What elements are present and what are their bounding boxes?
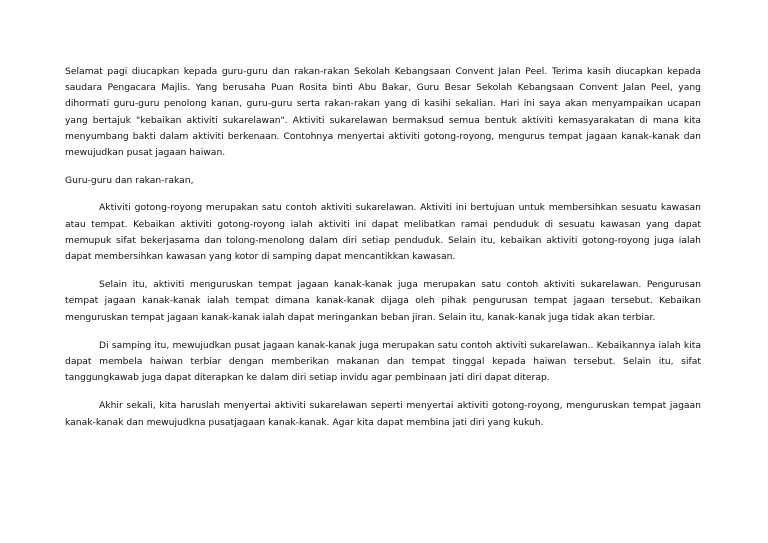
paragraph-gotong-royong: Aktiviti gotong-royong merupakan satu contoh aktiviti sukarelawan. Aktiviti ini bertujuan untuk membersihkan sesuatu kawasan atau tempat. Kebaikan aktiviti gotong-royong ialah aktiviti ini dapat melibatkan ramai penduduk di sesuatu kawasan yang dapat memupuk sifat bekerjasama dan tolong-menolong dalam diri setiap penduduk. Selain itu, kebaikan aktiviti gotong-royong juga ialah dapat membersihkan kawasan yang kotor di samping dapat mencantikkan kawasan. — [65, 202, 701, 263]
paragraph-jagaan-haiwan: Di samping itu, mewujudkan pusat jagaan kanak-kanak juga merupakan satu contoh aktiviti sukarelawan.. Kebaikannya ialah kita dapat membela haiwan terbiar dengan memberikan makanan dan tempat tinggal kepada haiwan tersebut. Selain itu, sifat tanggungkawab juga dapat diterapkan ke dalam diri setiap invidu agar pembinaan jati diri dapat diterap. — [65, 339, 701, 384]
paragraph-closing: Akhir sekali, kita haruslah menyertai aktiviti sukarelawan seperti menyertai aktiviti gotong-royong, menguruskan tempat jagaan kanak-kanak dan mewujudkna pusatjagaan kanak-kanak. Agar kita dapat membina jati diri yang kukuh. — [65, 400, 701, 428]
paragraph-salutation: Guru-guru dan rakan-rakan, — [65, 175, 194, 187]
document-body — [65, 64, 701, 443]
paragraph-opening: Selamat pagi diucapkan kepada guru-guru dan rakan-rakan Sekolah Kebangsaan Convent Jalan Peel. Terima kasih diucapkan kepada saudara Pengacara Majlis. Yang berusaha Puan Rosita binti Abu Bakar, Guru Besar Sekolah Kebangsaan Convent Jalan Peel, yang dihormati guru-guru penolong kanan, guru-guru serta rakan-rakan yang di kasihi sekalian. Hari ini saya akan menyampaikan ucapan yang bertajuk "kebaikan aktiviti sukarelawan". Aktiviti sukarelawan bermaksud semua bentuk aktiviti kemasyarakatan di mana kita menyumbang bakti dalam aktiviti berkenaan. Contohnya menyertai aktiviti gotong-royong, mengurus tempat jagaan kanak-kanak dan mewujudkan pusat jagaan haiwan. — [65, 66, 701, 159]
paragraph-jagaan-kanak-kanak: Selain itu, aktiviti menguruskan tempat jagaan kanak-kanak juga merupakan satu contoh aktiviti sukarelawan. Pengurusan tempat jagaan kanak-kanak ialah tempat dimana kanak-kanak dijaga oleh pihak pengurusan tempat jagaan tersebut. Kebaikan menguruskan tempat jagaan kanak-kanak ialah dapat meringankan beban jiran. Selain itu, kanak-kanak juga tidak akan terbiar. — [65, 279, 701, 323]
